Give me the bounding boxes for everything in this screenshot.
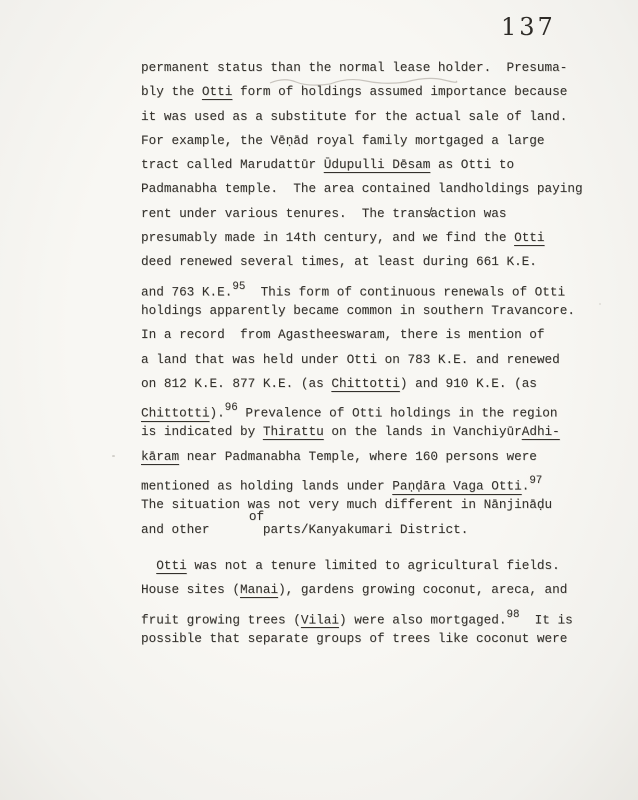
text-line xyxy=(141,275,583,299)
text-segment: and other xyxy=(141,521,263,537)
text-segment: holdings apparently became common in southern Travancore. xyxy=(141,302,575,318)
text-segment: possible that separate groups of trees like coconut were xyxy=(141,630,568,646)
text-segment: ). xyxy=(209,405,225,421)
document-text xyxy=(141,56,583,651)
text-line xyxy=(141,603,583,627)
text-segment: Manai xyxy=(239,582,279,598)
text-segment: as Otti to xyxy=(430,157,515,173)
text-line xyxy=(141,226,583,250)
paragraph xyxy=(141,554,583,651)
text-segment: For example, the Vēṇād royal family mortgaged a large xyxy=(141,132,545,148)
footnote-reference: 97 xyxy=(529,475,543,488)
text-line xyxy=(141,153,583,177)
text-segment: The situation was not very much different in Nānjināḍu xyxy=(141,497,553,513)
text-line xyxy=(141,105,583,129)
scan-artifact xyxy=(112,455,115,457)
text-segment: Otti xyxy=(514,230,545,246)
text-line xyxy=(141,348,583,372)
text-segment xyxy=(141,558,156,573)
text-segment: Otti xyxy=(201,84,233,100)
text-segment: ), gardens growing coconut, areca, and xyxy=(278,582,568,598)
text-line xyxy=(141,554,583,578)
text-segment: form of holdings assumed importance because xyxy=(232,84,568,100)
text-segment: . xyxy=(521,478,530,494)
text-line xyxy=(141,177,583,201)
text-line xyxy=(141,627,583,651)
text-line xyxy=(141,372,583,396)
text-segment: a land that was held under Otti on 783 K.E. and renewed xyxy=(141,351,560,367)
text-line xyxy=(141,129,583,153)
text-line xyxy=(141,396,583,420)
text-line xyxy=(141,578,583,602)
text-line xyxy=(141,493,583,517)
text-segment: Otti xyxy=(156,557,187,573)
text-segment: fruit growing trees ( xyxy=(141,612,301,628)
text-line: and other ofparts/Kanyakumari District. xyxy=(141,508,469,537)
text-line xyxy=(141,420,583,444)
page-number: 137 xyxy=(501,13,556,41)
text-line xyxy=(141,445,583,469)
text-segment: was not a tenure limited to agricultural fields. xyxy=(186,557,560,573)
text-segment: tract called Marudattūr xyxy=(141,157,324,173)
text-segment: is indicated by xyxy=(141,424,263,440)
scan-artifact xyxy=(560,96,562,98)
scan-artifact xyxy=(599,303,601,305)
text-segment: kāram xyxy=(141,448,180,464)
text-segment: Paṇḍāra Vaga Otti xyxy=(392,478,522,494)
text-segment: Padmanabha temple. The area contained landholdings paying xyxy=(141,181,583,197)
text-segment: and 763 K.E. xyxy=(141,284,233,300)
text-segment: on the lands in Vanchiyūr xyxy=(323,424,522,440)
text-segment: Thirattu xyxy=(262,424,324,440)
text-segment: permanent status than the normal lease holder. Presuma- xyxy=(141,60,568,75)
text-segment: deed renewed several times, at least during 661 K.E. xyxy=(141,254,537,270)
text-line xyxy=(141,299,583,323)
text-segment: bly the xyxy=(141,84,202,100)
text-segment: on 812 K.E. 877 K.E. (as xyxy=(141,375,332,391)
text-line xyxy=(141,469,583,493)
text-segment: ) and 910 K.E. (as xyxy=(399,375,537,391)
text-segment: parts/Kanyakumari District. xyxy=(262,521,469,537)
text-line xyxy=(141,250,583,274)
paragraph xyxy=(141,56,583,542)
text-segment: Prevalence of Otti holdings in the region xyxy=(237,405,558,421)
text-line xyxy=(141,202,583,226)
footnote-reference: 95 xyxy=(232,280,246,293)
text-segment: House sites ( xyxy=(141,582,240,598)
text-segment: Ūdupulli Dēsam xyxy=(323,157,431,173)
footnote-reference: 98 xyxy=(506,608,520,621)
text-segment: In a record from Agastheeswaram, there is mention of xyxy=(141,327,545,343)
text-line xyxy=(141,323,583,347)
text-segment: Adhi- xyxy=(521,424,560,440)
text-segment: it was used as a substitute for the actual sale of land. xyxy=(141,108,568,124)
text-segment: Chittotti xyxy=(141,405,210,421)
text-segment: Chittotti xyxy=(331,375,400,391)
pencil-mark xyxy=(268,74,458,90)
text-segment: ) were also mortgaged. xyxy=(338,612,507,628)
text-segment: It is xyxy=(519,612,573,628)
text-segment: rent under various tenures. The trans̸action was xyxy=(141,205,507,221)
text-segment: near Padmanabha Temple, where 160 persons were xyxy=(179,448,537,464)
text-segment: This form of continuous renewals of Otti xyxy=(245,284,566,300)
text-segment: Vilai xyxy=(300,612,339,628)
footnote-reference: 96 xyxy=(224,402,238,415)
text-segment: mentioned as holding lands under xyxy=(141,478,393,494)
text-segment: presumably made in 14th century, and we find the xyxy=(141,230,515,246)
